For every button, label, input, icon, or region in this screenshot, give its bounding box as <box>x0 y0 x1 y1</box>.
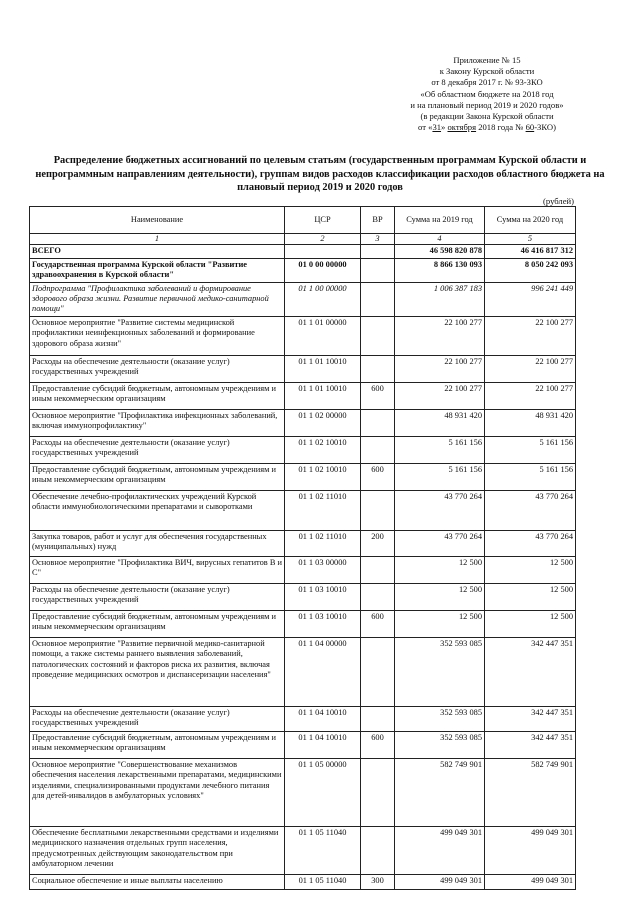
column-index: 1 <box>30 234 285 245</box>
row-csr: 01 1 04 00000 <box>285 637 361 706</box>
row-vr <box>361 409 395 436</box>
row-sum-2020: 5 161 156 <box>485 436 576 463</box>
row-vr <box>361 758 395 826</box>
row-csr: 01 1 00 00000 <box>285 282 361 316</box>
row-vr <box>361 316 395 355</box>
row-sum-2020: 43 770 264 <box>485 530 576 556</box>
row-name: Расходы на обеспечение деятельности (оказание услуг) государственных учреждений <box>30 355 285 382</box>
amendment-mid2: 2018 года № <box>476 122 526 133</box>
row-sum-2019: 499 049 301 <box>395 826 485 874</box>
row-csr: 01 1 02 10010 <box>285 463 361 490</box>
header-sum-2019: Сумма на 2019 год <box>395 207 485 234</box>
table-row <box>30 610 576 637</box>
row-sum-2019: 8 866 130 093 <box>395 258 485 282</box>
units-label: (рублей) <box>543 196 574 206</box>
row-csr: 01 1 03 10010 <box>285 610 361 637</box>
row-sum-2020: 342 447 351 <box>485 706 576 731</box>
row-vr: 600 <box>361 731 395 758</box>
row-vr <box>361 583 395 610</box>
row-sum-2020: 48 931 420 <box>485 409 576 436</box>
row-name: Расходы на обеспечение деятельности (оказание услуг) государственных учреждений <box>30 706 285 731</box>
total-row <box>30 245 576 258</box>
row-sum-2019: 352 593 085 <box>395 731 485 758</box>
header-sum-2020: Сумма на 2020 год <box>485 207 576 234</box>
annex-line: к Закону Курской области <box>439 66 535 77</box>
row-sum-2019: 48 931 420 <box>395 409 485 436</box>
row-vr <box>361 436 395 463</box>
header-vr: ВР <box>361 207 395 234</box>
table-row <box>30 556 576 583</box>
row-vr <box>361 355 395 382</box>
row-sum-2020: 12 500 <box>485 610 576 637</box>
budget-table <box>29 206 576 890</box>
row-sum-2019: 352 593 085 <box>395 637 485 706</box>
row-vr <box>361 282 395 316</box>
row-name: Основное мероприятие "Профилактика ВИЧ, вирусных гепатитов В и С" <box>30 556 285 583</box>
column-index-row <box>30 234 576 245</box>
row-csr: 01 1 03 00000 <box>285 556 361 583</box>
table-row <box>30 874 576 889</box>
row-vr: 600 <box>361 610 395 637</box>
row-sum-2020: 342 447 351 <box>485 637 576 706</box>
row-sum-2020: 43 770 264 <box>485 490 576 530</box>
row-sum-2019: 499 049 301 <box>395 874 485 889</box>
row-vr <box>361 245 395 258</box>
table-row <box>30 282 576 316</box>
row-csr: 01 1 01 10010 <box>285 382 361 409</box>
row-name: Основное мероприятие "Совершенствование механизмов обеспечения населения лекарственными препаратами, медицинскими изделиями, специализированными продуктами лечебного питания для детей-инвалидов в амбулаторных условиях" <box>30 758 285 826</box>
row-sum-2020: 499 049 301 <box>485 874 576 889</box>
table-row <box>30 530 576 556</box>
row-name: Предоставление субсидий бюджетным, автономным учреждениям и иным некоммерческим организациям <box>30 463 285 490</box>
amendment-prefix: от « <box>418 122 433 133</box>
row-sum-2019: 1 006 387 183 <box>395 282 485 316</box>
row-name: Расходы на обеспечение деятельности (оказание услуг) государственных учреждений <box>30 436 285 463</box>
table-row <box>30 409 576 436</box>
table-row <box>30 463 576 490</box>
amendment-mid: » <box>441 122 448 133</box>
row-vr <box>361 826 395 874</box>
row-vr: 600 <box>361 463 395 490</box>
row-csr: 01 1 01 10010 <box>285 355 361 382</box>
row-sum-2019: 43 770 264 <box>395 490 485 530</box>
row-sum-2019: 22 100 277 <box>395 316 485 355</box>
row-name: Обеспечение лечебно-профилактических учреждений Курской области иммунобиологическими препаратами и сыворотками <box>30 490 285 530</box>
row-sum-2020: 8 050 242 093 <box>485 258 576 282</box>
row-name: Подпрограмма "Профилактика заболеваний и формирование здорового образа жизни. Развитие первичной медико-санитарной помощи" <box>30 282 285 316</box>
column-index: 4 <box>395 234 485 245</box>
row-csr: 01 1 05 11040 <box>285 874 361 889</box>
annex-line: (в редакции Закона Курской области <box>420 111 554 122</box>
row-sum-2020: 22 100 277 <box>485 355 576 382</box>
row-sum-2020: 12 500 <box>485 556 576 583</box>
row-sum-2020: 996 241 449 <box>485 282 576 316</box>
header-csr: ЦСР <box>285 207 361 234</box>
row-vr <box>361 637 395 706</box>
table-row <box>30 706 576 731</box>
row-vr: 200 <box>361 530 395 556</box>
table-row <box>30 382 576 409</box>
column-index: 3 <box>361 234 395 245</box>
row-sum-2020: 5 161 156 <box>485 463 576 490</box>
row-sum-2019: 12 500 <box>395 610 485 637</box>
table-row <box>30 731 576 758</box>
row-sum-2020: 12 500 <box>485 583 576 610</box>
row-sum-2019: 43 770 264 <box>395 530 485 556</box>
table-row <box>30 758 576 826</box>
row-name: Основное мероприятие "Развитие системы медицинской профилактики неинфекционных заболеваний и формирование здорового образа жизни" <box>30 316 285 355</box>
row-csr: 01 1 02 11010 <box>285 530 361 556</box>
row-name: Предоставление субсидий бюджетным, автономным учреждениям и иным некоммерческим организациям <box>30 382 285 409</box>
row-csr: 01 1 05 11040 <box>285 826 361 874</box>
annex-line: и на плановый период 2019 и 2020 годов» <box>410 99 564 110</box>
row-sum-2019: 12 500 <box>395 583 485 610</box>
table-row <box>30 355 576 382</box>
row-name: Предоставление субсидий бюджетным, автономным учреждениям и иным некоммерческим организациям <box>30 731 285 758</box>
annex-line: от 8 декабря 2017 г. № 93-ЗКО <box>431 77 543 88</box>
table-row <box>30 436 576 463</box>
annex-line: «Об областном бюджете на 2018 год <box>420 88 554 99</box>
row-sum-2020: 582 749 901 <box>485 758 576 826</box>
amendment-month: октября <box>447 122 477 133</box>
table-row <box>30 316 576 355</box>
row-sum-2020: 22 100 277 <box>485 316 576 355</box>
row-csr: 01 1 02 11010 <box>285 490 361 530</box>
row-vr <box>361 706 395 731</box>
row-sum-2019: 352 593 085 <box>395 706 485 731</box>
row-csr <box>285 245 361 258</box>
row-sum-2020: 22 100 277 <box>485 382 576 409</box>
amendment-day: 31 <box>432 122 442 133</box>
table-body <box>30 234 576 890</box>
row-name: Предоставление субсидий бюджетным, автономным учреждениям и иным некоммерческим организациям <box>30 610 285 637</box>
row-vr: 600 <box>361 382 395 409</box>
row-sum-2019: 5 161 156 <box>395 463 485 490</box>
amendment-number: 60 <box>525 122 535 133</box>
row-sum-2020: 499 049 301 <box>485 826 576 874</box>
row-name: Основное мероприятие "Профилактика инфекционных заболеваний, включая иммунопрофилактику" <box>30 409 285 436</box>
row-name: Расходы на обеспечение деятельности (оказание услуг) государственных учреждений <box>30 583 285 610</box>
row-sum-2019: 22 100 277 <box>395 382 485 409</box>
row-name: Государственная программа Курской области "Развитие здравоохранения в Курской области" <box>30 258 285 282</box>
row-csr: 01 1 01 00000 <box>285 316 361 355</box>
document-title: Распределение бюджетных ассигнований по целевым статьям (государственным программам Курской области и непрограммным направлениям деятельности), группам видов расходов классификации расходов областного бюджета на плановый период 2019 и 2020 годов <box>35 155 605 193</box>
row-csr: 01 1 05 00000 <box>285 758 361 826</box>
row-csr: 01 1 03 10010 <box>285 583 361 610</box>
row-sum-2020: 342 447 351 <box>485 731 576 758</box>
annex-line: Приложение № 15 <box>453 55 521 65</box>
table-row <box>30 583 576 610</box>
row-sum-2019: 22 100 277 <box>395 355 485 382</box>
row-csr: 01 1 04 10010 <box>285 706 361 731</box>
row-sum-2020: 46 416 817 312 <box>485 245 576 258</box>
row-name: Социальное обеспечение и иные выплаты населению <box>30 874 285 889</box>
row-name: Основное мероприятие "Развитие первичной медико-санитарной помощи, а также системы раннего выявления заболеваний, патологических состояний и факторов риска их развития, включая проведение медицинских осмотров и диспансеризации населения" <box>30 637 285 706</box>
row-sum-2019: 46 598 820 878 <box>395 245 485 258</box>
table-row <box>30 258 576 282</box>
row-vr <box>361 556 395 583</box>
row-csr: 01 0 00 00000 <box>285 258 361 282</box>
row-vr: 300 <box>361 874 395 889</box>
row-vr <box>361 490 395 530</box>
row-csr: 01 1 02 00000 <box>285 409 361 436</box>
table-header-row <box>30 207 576 234</box>
row-name: Обеспечение бесплатными лекарственными средствами и изделиями медицинского назначения отдельных групп населения, предусмотренных действующим законодательством при амбулаторном лечении <box>30 826 285 874</box>
row-name: ВСЕГО <box>30 245 285 258</box>
table-row <box>30 826 576 874</box>
column-index: 2 <box>285 234 361 245</box>
amendment-suffix: -ЗКО) <box>534 122 556 133</box>
row-csr: 01 1 02 10010 <box>285 436 361 463</box>
column-index: 5 <box>485 234 576 245</box>
header-name: Наименование <box>30 207 285 234</box>
annex-header <box>392 55 582 133</box>
row-name: Закупка товаров, работ и услуг для обеспечения государственных (муниципальных) нужд <box>30 530 285 556</box>
row-csr: 01 1 04 10010 <box>285 731 361 758</box>
table-row <box>30 490 576 530</box>
row-sum-2019: 5 161 156 <box>395 436 485 463</box>
annex-line-amendment <box>392 122 582 133</box>
table-row <box>30 637 576 706</box>
row-vr <box>361 258 395 282</box>
row-sum-2019: 582 749 901 <box>395 758 485 826</box>
row-sum-2019: 12 500 <box>395 556 485 583</box>
